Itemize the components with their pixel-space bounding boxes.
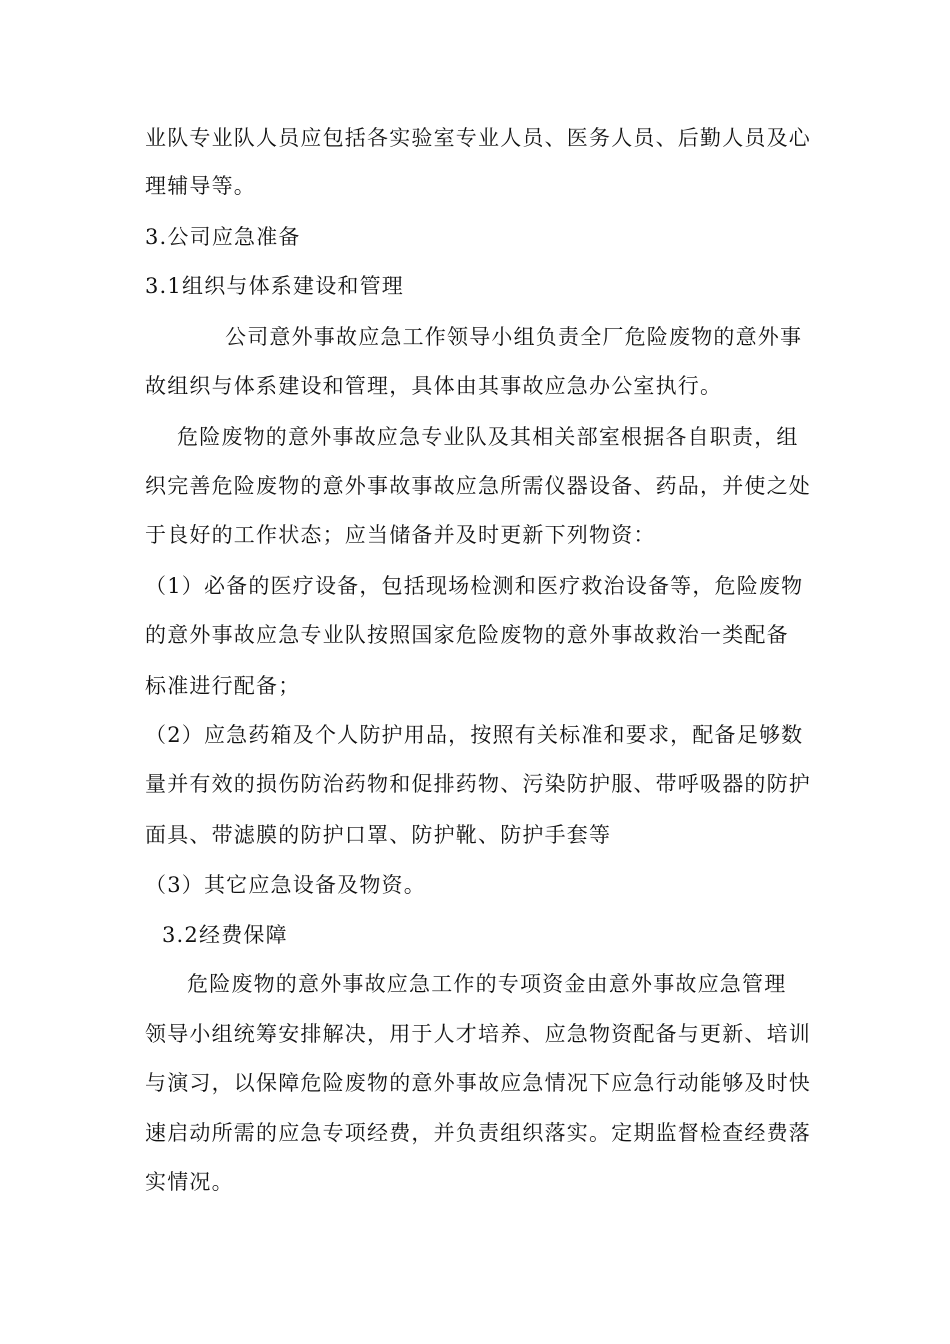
list-item: （1）必备的医疗设备，包括现场检测和医疗救治设备等，危险废物 (145, 574, 804, 598)
text-line: 领导小组统筹安排解决，用于人才培养、应急物资配备与更新、培训 (145, 1022, 811, 1046)
text-line: 速启动所需的应急专项经费，并负责组织落实。定期监督检查经费落 (145, 1121, 811, 1145)
text-line: 织完善危险废物的意外事故事故应急所需仪器设备、药品，并使之处 (145, 474, 811, 498)
text-line: 故组织与体系建设和管理，具体由其事故应急办公室执行。 (145, 374, 723, 398)
text-line: 量并有效的损伤防治药物和促排药物、污染防护服、带呼吸器的防护 (145, 772, 811, 796)
text-line: 实情况。 (145, 1170, 234, 1194)
subsection-heading: 3.1组织与体系建设和管理 (145, 274, 404, 298)
text-line: 标准进行配备； (145, 674, 301, 698)
list-item: （2）应急药箱及个人防护用品，按照有关标准和要求，配备足够数 (145, 723, 804, 747)
text-line: 的意外事故应急专业队按照国家危险废物的意外事故救治一类配备 (145, 623, 789, 647)
text-line: 危险废物的意外事故应急工作的专项资金由意外事故应急管理 (187, 972, 787, 996)
section-heading: 3.公司应急准备 (145, 225, 301, 249)
text-line: 理辅导等。 (145, 174, 256, 198)
text-line: 业队专业队人员应包括各实验室专业人员、医务人员、后勤人员及心 (145, 126, 811, 150)
subsection-heading: 3.2经费保障 (162, 923, 288, 947)
text-line: 公司意外事故应急工作领导小组负责全厂危险废物的意外事 (225, 325, 803, 349)
text-line: 危险废物的意外事故应急专业队及其相关部室根据各自职责，组 (177, 425, 799, 449)
list-item: （3）其它应急设备及物资。 (145, 873, 426, 897)
text-line: 于良好的工作状态；应当储备并及时更新下列物资： (145, 523, 656, 547)
text-line: 与演习，以保障危险废物的意外事故应急情况下应急行动能够及时快 (145, 1071, 811, 1095)
text-line: 面具、带滤膜的防护口罩、防护靴、防护手套等 (145, 823, 612, 847)
